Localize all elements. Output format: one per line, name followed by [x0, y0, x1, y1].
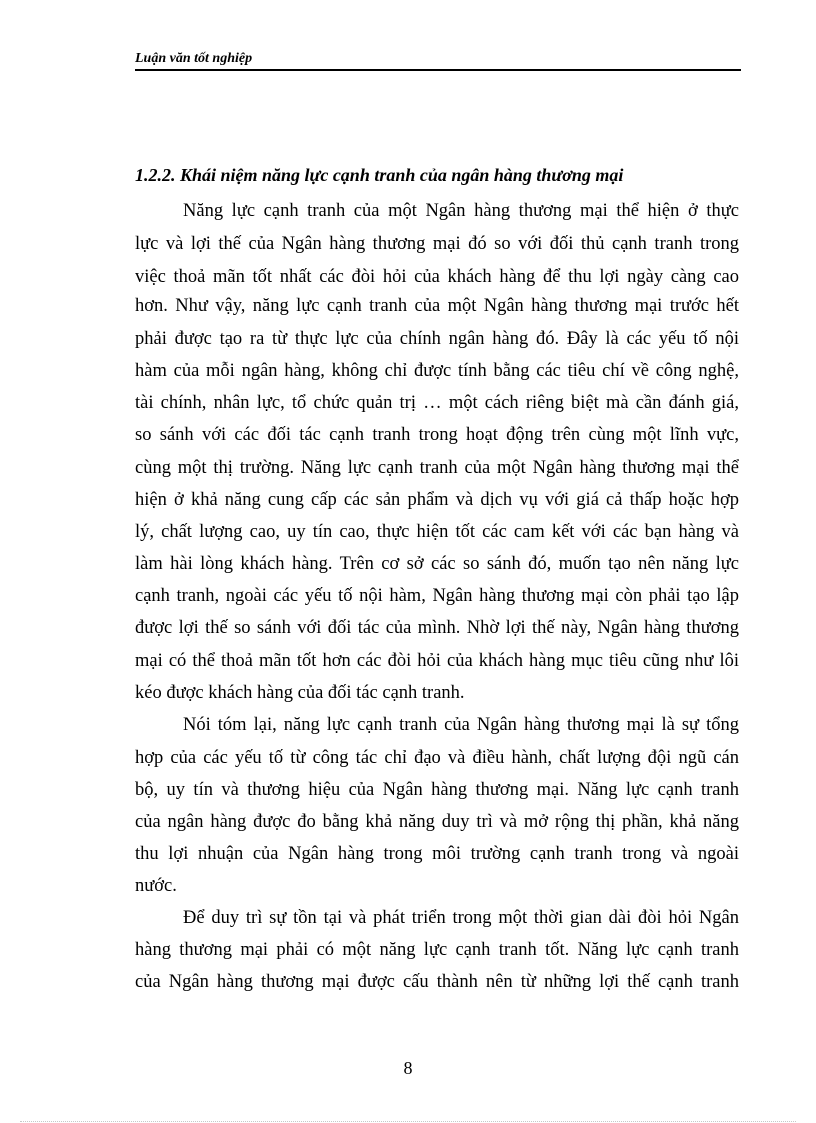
paragraph-line: nước. — [135, 876, 177, 896]
paragraph-line: phải được tạo ra từ thực lực của chính ngân hàng đó. Đây là các yếu tố nội — [135, 329, 739, 349]
paragraph-line: việc thoả mãn tốt nhất các đòi hỏi của khách hàng để thu lợi ngày càng cao — [135, 267, 739, 287]
paragraph-line: mại có thể thoả mãn tốt hơn các đòi hỏi của khách hàng mục tiêu cũng như lôi — [135, 651, 739, 671]
running-header — [135, 49, 741, 71]
paragraph-line: của ngân hàng được đo bằng khả năng duy trì và mở rộng thị phần, khả năng — [135, 812, 739, 832]
page-number: 8 — [403, 1058, 413, 1078]
paragraph-line: lý, chất lượng cao, uy tín cao, thực hiện tốt các cam kết với các bạn hàng và — [135, 522, 739, 542]
paragraph-line: hơn. Như vậy, năng lực cạnh tranh của một Ngân hàng thương mại trước hết — [135, 296, 739, 316]
paragraph-line: làm hài lòng khách hàng. Trên cơ sở các so sánh đó, muốn tạo nên năng lực — [135, 554, 739, 574]
paragraph-line: Để duy trì sự tồn tại và phát triển trong một thời gian dài đòi hỏi Ngân — [183, 908, 739, 928]
paragraph-line: so sánh với các đối tác cạnh tranh trong hoạt động trên cùng một lĩnh vực, — [135, 425, 739, 445]
paragraph-line: hàng thương mại phải có một năng lực cạnh tranh tốt. Năng lực cạnh tranh — [135, 940, 739, 960]
paragraph-line: hàm của mỗi ngân hàng, không chỉ được tính bằng các tiêu chí về công nghệ, — [135, 361, 739, 381]
paragraph-line: cạnh tranh, ngoài các yếu tố nội hàm, Ngân hàng thương mại còn phải tạo lập — [135, 586, 739, 606]
paragraph-line: thu lợi nhuận của Ngân hàng trong môi trường cạnh tranh trong và ngoài — [135, 844, 739, 864]
paragraph-line: kéo được khách hàng của đối tác cạnh tranh. — [135, 683, 465, 703]
paragraph-line: hợp của các yếu tố từ công tác chỉ đạo và điều hành, chất lượng đội ngũ cán — [135, 748, 739, 768]
paragraph-line: tài chính, nhân lực, tổ chức quản trị … một cách riêng biệt mà cần đánh giá, — [135, 393, 739, 413]
paragraph-line: Năng lực cạnh tranh của một Ngân hàng thương mại thể hiện ở thực — [183, 201, 739, 221]
paragraph-line: bộ, uy tín và thương hiệu của Ngân hàng thương mại. Năng lực cạnh tranh — [135, 780, 739, 800]
paragraph-line: được lợi thế so sánh với đối tác của mình. Nhờ lợi thế này, Ngân hàng thương — [135, 618, 739, 638]
page-bottom-divider — [20, 1121, 796, 1122]
section-heading: 1.2.2. Khái niệm năng lực cạnh tranh của ngân hàng thương mại — [135, 165, 624, 185]
paragraph-line: Nói tóm lại, năng lực cạnh tranh của Ngân hàng thương mại là sự tổng — [183, 715, 739, 735]
paragraph-line: của Ngân hàng thương mại được cấu thành nên từ những lợi thế cạnh tranh — [135, 972, 739, 992]
running-header-title: Luận văn tốt nghiệp — [135, 51, 253, 66]
paragraph-line: cùng một thị trường. Năng lực cạnh tranh của một Ngân hàng thương mại thể — [135, 458, 739, 478]
paragraph-line: hiện ở khả năng cung cấp các sản phẩm và dịch vụ với giá cả thấp hoặc hợp — [135, 490, 739, 510]
paragraph-line: lực và lợi thế của Ngân hàng thương mại đó so với đối thủ cạnh tranh trong — [135, 234, 739, 254]
